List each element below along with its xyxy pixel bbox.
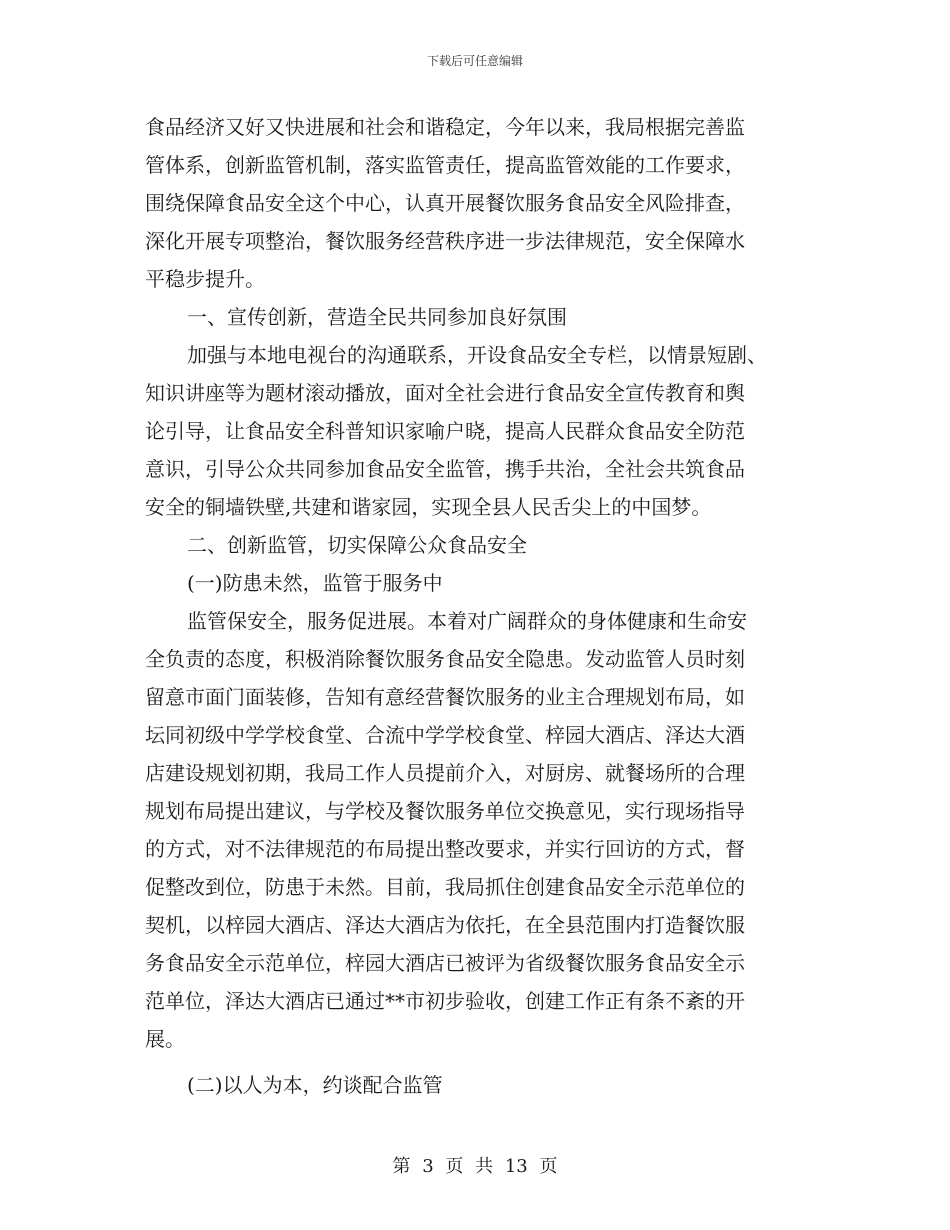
text-line: 知识讲座等为题材滚动播放，面对全社会进行食品安全宣传教育和舆 — [145, 381, 745, 405]
page-number: 第 3 页 共 13 页 — [392, 1156, 558, 1177]
text-line: 展。 — [145, 1027, 185, 1051]
document-body — [145, 108, 807, 1104]
text-line: 全负责的态度，积极消除餐饮服务食品安全隐患。发动监管人员时刻 — [145, 647, 745, 671]
text-line: 契机，以梓园大酒店、泽达大酒店为依托，在全县范围内打造餐饮服 — [145, 913, 745, 937]
text-line: 促整改到位，防患于未然。目前，我局抓住创建食品安全示范单位的 — [145, 875, 745, 899]
section-heading: 一、宣传创新，营造全民共同参加良好氛围 — [187, 305, 567, 329]
page-header: 下载后可任意编辑 — [426, 54, 523, 68]
section-heading: 二、创新监管，切实保障公众食品安全 — [187, 533, 527, 557]
text-line: 留意市面门面装修，告知有意经营餐饮服务的业主合理规划布局，如 — [145, 685, 745, 709]
text-line: 的方式，对不法律规范的布局提出整改要求，并实行回访的方式，督 — [145, 837, 745, 861]
text-line: 规划布局提出建议，与学校及餐饮服务单位交换意见，实行现场指导 — [145, 799, 745, 823]
text-line: 范单位，泽达大酒店已通过**市初步验收，创建工作正有条不紊的开 — [145, 989, 745, 1013]
text-line: 坛同初级中学学校食堂、合流中学学校食堂、梓园大酒店、泽达大酒 — [145, 723, 745, 747]
text-line: 食品经济又好又快进展和社会和谐稳定，今年以来，我局根据完善监 — [145, 115, 745, 139]
text-line: 店建设规划初期，我局工作人员提前介入，对厨房、就餐场所的合理 — [145, 761, 745, 785]
subsection-heading: (二)以人为本，约谈配合监管 — [187, 1073, 443, 1097]
text-line: 安全的铜墙铁壁,共建和谐家园，实现全县人民舌尖上的中国梦。 — [145, 495, 712, 519]
paragraph-start: 加强与本地电视台的沟通联系，开设食品安全专栏，以情景短剧、 — [187, 343, 767, 367]
text-line: 管体系，创新监管机制，落实监管责任，提高监管效能的工作要求， — [145, 153, 745, 177]
text-line: 论引导，让食品安全科普知识家喻户晓，提高人民群众食品安全防范 — [145, 419, 745, 443]
text-line: 平稳步提升。 — [145, 267, 265, 291]
text-line: 务食品安全示范单位，梓园大酒店已被评为省级餐饮服务食品安全示 — [145, 951, 745, 975]
text-line: 意识，引导公众共同参加食品安全监管，携手共治，全社会共筑食品 — [145, 457, 745, 481]
subsection-heading: (一)防患未然，监管于服务中 — [187, 571, 443, 595]
text-line: 围绕保障食品安全这个中心，认真开展餐饮服务食品安全风险排查， — [145, 191, 745, 215]
paragraph-start: 监管保安全，服务促进展。本着对广阔群众的身体健康和生命安 — [187, 609, 747, 633]
text-line: 深化开展专项整治，餐饮服务经营秩序进一步法律规范，安全保障水 — [145, 229, 745, 253]
